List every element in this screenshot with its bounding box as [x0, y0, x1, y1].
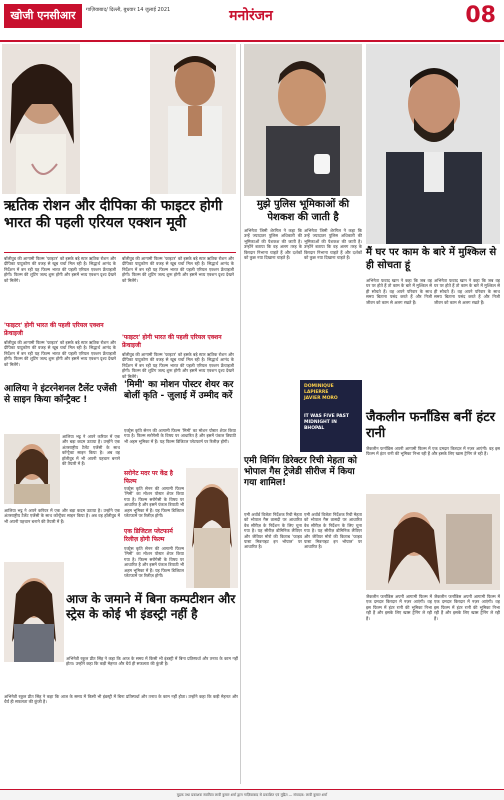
story7-body-3: जैकलीन फर्नांडिस अपनी आगामी फिल्म में एक दमदार किरदार में नज़र आएंगी। वह इस फिल्म में हंटर रानी की भूमिका निभा रही हैं और इसके लिए खास ट्रेनिंग ले रही हैं। — [434, 594, 500, 621]
hrithik-photo — [150, 44, 236, 194]
story1-body-col2: बॉलीवुड की आगामी फिल्म 'फाइटर' को इसके बड़े स्टार ऋतिक रोशन और दीपिका पादुकोण की वजह से खूब चर्चा मिल रही है। सिद्धार्थ आनंद के निर्देशन में बन रही यह फिल्म भारत की पहली एरियल एक्शन फ्रेंचाइजी होगी। फिल्म की शूटिंग जल्द शुरू होगी और इसमें भव्य एक्शन दृश्य देखने को मिलेंगे। — [122, 256, 234, 283]
story4-body-2: अभिनेता जिमी शेरगिल ने कहा कि उन्हें ज्यादातर पुलिस अधिकारी की भूमिकाओं की पेशकश की जाती है। उन्होंने बताया कि वह अलग तरह के किरदार निभाना चाहते हैं और दर्शकों को कुछ नया दिखाना चाहते हैं। — [304, 228, 362, 261]
story3-headline: 'मिमी' का मोशन पोस्टर शेयर कर बोलीं कृति - जुलाई में उम्मीद करें — [124, 380, 234, 401]
story4-body: अभिनेता जिमी शेरगिल ने कहा कि उन्हें ज्यादातर पुलिस अधिकारी की भूमिकाओं की पेशकश की जाती है। उन्होंने बताया कि वह अलग तरह के किरदार निभाना चाहते हैं और दर्शकों को कुछ नया दिखाना चाहते हैं। — [244, 228, 302, 261]
story6-body: एमी अवॉर्ड विजेता निर्देशक रिची मेहता को भोपाल गैस त्रासदी पर आधारित वेब सीरीज़ के निर्देशन के लिए चुना गया है। यह सीरीज़ डोमिनिक लैपिएर और जेवियर मोरो की किताब 'फाइव पास्ट मिडनाइट इन भोपाल' पर आधारित है। — [244, 512, 302, 550]
story1-col2-subhead: 'फाइटर' होगी भारत की पहली एरियल एक्शन फ्रेंचाइजी — [122, 334, 222, 349]
story1-body: बॉलीवुड की आगामी फिल्म 'फाइटर' को इसके बड़े स्टार ऋतिक रोशन और दीपिका पादुकोण की वजह से खूब चर्चा मिल रही है। सिद्धार्थ आनंद के निर्देशन में बन रही यह फिल्म भारत की पहली एरियल एक्शन फ्रेंचाइजी होगी। फिल्म की शूटिंग जल्द शुरू होगी और इसमें भव्य एक्शन दृश्य देखने को मिलेंगे। — [4, 256, 116, 283]
story1-rule — [4, 252, 236, 253]
story1-subhead: 'फाइटर' होगी भारत की पहली एरियल एक्शन फ्रेंचाइजी — [4, 322, 104, 337]
story1-headline: ऋतिक रोशन और दीपिका की फाइटर होगी भारत की पहली एरियल एक्शन मूवी — [4, 198, 223, 231]
jacqueline-photo — [366, 494, 500, 590]
book-cover — [300, 380, 362, 452]
story2-body: आलिया भट्ट ने अपने करियर में एक और बड़ा कदम उठाया है। उन्होंने एक अंतरराष्ट्रीय टैलेंट एजेंसी के साथ कॉन्ट्रैक्ट साइन किया है। अब वह हॉलीवुड में भी अपनी पहचान बनाने की तैयारी में हैं। — [62, 434, 120, 467]
book-title: IT WAS FIVE PAST MIDNIGHT IN BHOPAL — [304, 414, 349, 431]
book-author3: JAVIER MORO — [304, 396, 338, 401]
story6-body-2: एमी अवॉर्ड विजेता निर्देशक रिची मेहता को भोपाल गैस त्रासदी पर आधारित वेब सीरीज़ के निर्देशन के लिए चुना गया है। यह सीरीज़ डोमिनिक लैपिएर और जेवियर मोरो की किताब 'फाइव पास्ट मिडनाइट इन भोपाल' पर आधारित है। — [304, 512, 362, 550]
book-author2: LAPIERRE — [304, 390, 329, 395]
kriti-photo — [186, 468, 238, 588]
story3-body-2: एक्ट्रेस कृति सेनन की आगामी फिल्म 'मिमी' का मोशन पोस्टर शेयर किया गया है। फिल्म सरोगेसी के विषय पर आधारित है और इसमें पंकज त्रिपाठी भी अहम भूमिका में हैं। यह फिल्म डिजिटल प्लेटफार्म पर रिलीज़ होगी। — [124, 486, 184, 519]
jimmy-photo — [244, 44, 362, 196]
story7-body-2: जैकलीन फर्नांडिस अपनी आगामी फिल्म में एक दमदार किरदार में नज़र आएंगी। वह इस फिल्म में हंटर रानी की भूमिका निभा रही हैं और इसके लिए खास ट्रेनिंग ले रही हैं। — [366, 594, 432, 621]
masthead — [0, 0, 504, 42]
story2-headline: आलिया ने इंटरनेशनल टैलेंट एजेंसी से साइन किया कॉन्ट्रैक्ट ! — [4, 384, 117, 405]
story7-headline: जैकलीन फर्नांडिस बनीं हंटर रानी — [366, 410, 496, 441]
story1-body-2: बॉलीवुड की आगामी फिल्म 'फाइटर' को इसके बड़े स्टार ऋतिक रोशन और दीपिका पादुकोण की वजह से खूब चर्चा मिल रही है। सिद्धार्थ आनंद के निर्देशन में बन रही यह फिल्म भारत की पहली एरियल एक्शन फ्रेंचाइजी होगी। फिल्म की शूटिंग जल्द शुरू होगी और इसमें भव्य एक्शन दृश्य देखने को मिलेंगे। — [4, 340, 116, 367]
book-author1: DOMINIQUE — [304, 384, 334, 389]
dateline: गाज़ियाबाद/ दिल्ली, बुधवार 14 जुलाई 2021 — [86, 7, 171, 13]
story3-body-3: एक्ट्रेस कृति सेनन की आगामी फिल्म 'मिमी' का मोशन पोस्टर शेयर किया गया है। फिल्म सरोगेसी के विषय पर आधारित है और इसमें पंकज त्रिपाठी भी अहम भूमिका में हैं। यह फिल्म डिजिटल प्लेटफार्म पर रिलीज़ होगी। — [124, 546, 184, 579]
page-number: 08 — [465, 3, 496, 28]
story8-body-2: अभिनेत्री रकुल प्रीत सिंह ने कहा कि आज के समय में किसी भी इंडस्ट्री में बिना प्रतिस्पर्धा और तनाव के काम नहीं होता। उन्होंने कहा कि कड़ी मेहनत और धैर्य ही सफलता की कुंजी है। — [4, 694, 238, 705]
story4-headline: मुझे पुलिस भूमिकाओं की पेशकश की जाती है — [256, 199, 350, 223]
fawad-photo — [366, 44, 500, 244]
story5-body: अभिनेता फवाद खान ने कहा कि जब वह घर पर होते हैं तो काम के बारे में मुश्किल से ही सोचते हैं। वह अपने परिवार के साथ समय बिताना पसंद करते हैं और निजी जीवन को काम से अलग रखते हैं। — [366, 278, 432, 305]
publication-logo: खोजी एनसीआर — [4, 4, 82, 28]
story5-headline: मैं घर पर काम के बारे में मुश्किल से ही सोचता हूं — [366, 247, 497, 271]
story2-body-2: आलिया भट्ट ने अपने करियर में एक और बड़ा कदम उठाया है। उन्होंने एक अंतरराष्ट्रीय टैलेंट एजेंसी के साथ कॉन्ट्रैक्ट साइन किया है। अब वह हॉलीवुड में भी अपनी पहचान बनाने की तैयारी में हैं। — [4, 508, 120, 524]
story6-headline: एमी विनिंग डिरेक्टर रिची मेहता को भोपाल गैस ट्रेजेडी सीरीज में किया गया शामिल! — [244, 456, 357, 488]
story3-subhead2: एक डिजिटल प्लेटफार्म रिलीज़ होगी फिल्म — [124, 528, 173, 543]
story7-body: जैकलीन फर्नांडिस अपनी आगामी फिल्म में एक दमदार किरदार में नज़र आएंगी। वह इस फिल्म में हंटर रानी की भूमिका निभा रही हैं और इसके लिए खास ट्रेनिंग ले रही हैं। — [366, 446, 500, 457]
story3-body: एक्ट्रेस कृति सेनन की आगामी फिल्म 'मिमी' का मोशन पोस्टर शेयर किया गया है। फिल्म सरोगेसी के विषय पर आधारित है और इसमें पंकज त्रिपाठी भी अहम भूमिका में हैं। यह फिल्म डिजिटल प्लेटफार्म पर रिलीज़ होगी। — [124, 428, 236, 444]
deepika-photo — [2, 44, 80, 194]
story8-body: अभिनेत्री रकुल प्रीत सिंह ने कहा कि आज के समय में किसी भी इंडस्ट्री में बिना प्रतिस्पर्धा और तनाव के काम नहीं होता। उन्होंने कहा कि कड़ी मेहनत और धैर्य ही सफलता की कुंजी है। — [66, 656, 238, 667]
section-title: मनोरंजन — [229, 8, 273, 24]
story5-body-2: अभिनेता फवाद खान ने कहा कि जब वह घर पर होते हैं तो काम के बारे में मुश्किल से ही सोचते हैं। वह अपने परिवार के साथ समय बिताना पसंद करते हैं और निजी जीवन को काम से अलग रखते हैं। — [434, 278, 500, 305]
rakul-photo — [4, 562, 64, 662]
column-divider — [240, 44, 241, 784]
alia-photo — [4, 434, 60, 504]
story8-headline: आज के जमाने में बिना कम्पटीशन और स्ट्रेस के कोई भी इंडस्ट्री नहीं है — [66, 592, 236, 621]
page-footer: मुद्रक तथा प्रकाशक स्वामित्व लावी कुमार शर्मा द्वारा गाज़ियाबाद से प्रकाशित एवं मुद्रित — संपादक: लावी कुमार शर्मा — [0, 789, 504, 800]
story3-subhead1: सरोगेट मदर पर केंद्र है फिल्म — [124, 470, 173, 485]
story1-body-col2b: बॉलीवुड की आगामी फिल्म 'फाइटर' को इसके बड़े स्टार ऋतिक रोशन और दीपिका पादुकोण की वजह से खूब चर्चा मिल रही है। सिद्धार्थ आनंद के निर्देशन में बन रही यह फिल्म भारत की पहली एरियल एक्शन फ्रेंचाइजी होगी। फिल्म की शूटिंग जल्द शुरू होगी और इसमें भव्य एक्शन दृश्य देखने को मिलेंगे। — [122, 352, 234, 379]
